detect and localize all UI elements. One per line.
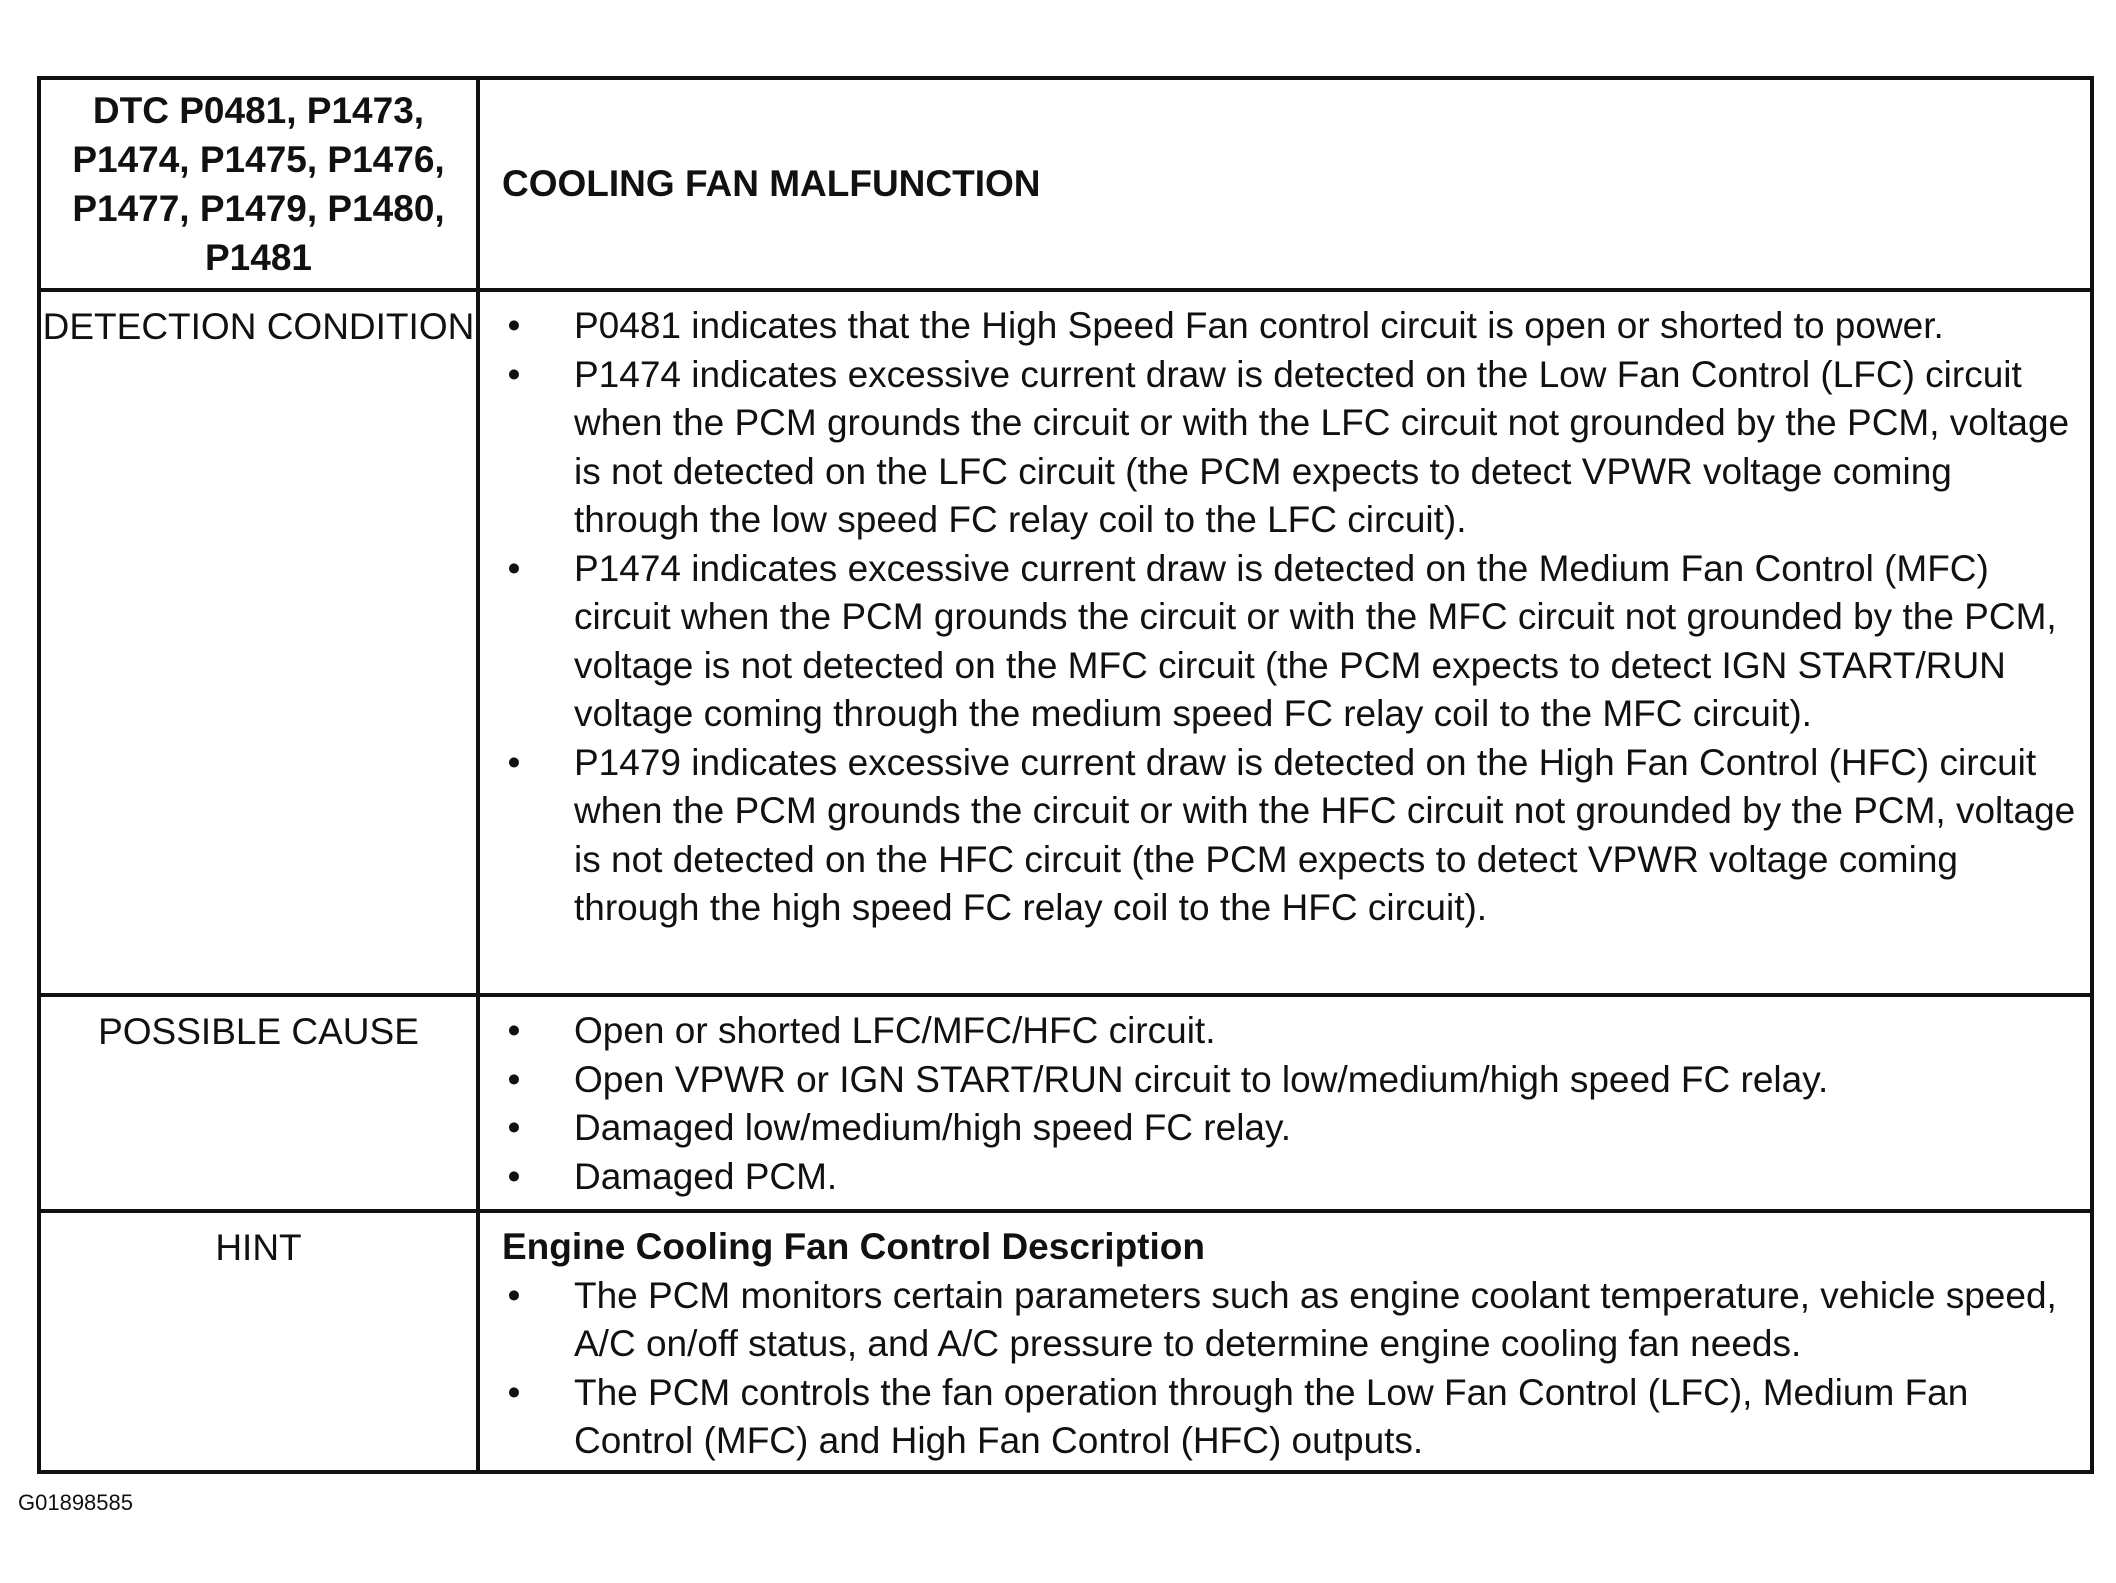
list-item [502,545,2076,739]
possible-cause-content-cell [480,997,2090,1213]
possible-cause-label-cell [41,997,480,1213]
bullet-icon: • [507,547,521,589]
dtc-table [37,76,2094,1474]
dtc-title-cell [480,80,2090,292]
list-item-text: Open VPWR or IGN START/RUN circuit to low/medium/high speed FC relay. [574,1058,1829,1100]
bullet-icon: • [507,1010,521,1051]
figure-code: G01898585 [18,1490,133,1515]
list-item-text: Damaged PCM. [574,1155,838,1197]
list-item [502,739,2076,933]
bullet-icon: • [507,741,521,783]
hint-label: HINT [215,1227,302,1268]
list-item-text: Open or shorted LFC/MFC/HFC circuit. [574,1010,1216,1051]
bullet-icon: • [507,353,521,395]
possible-cause-list [502,1007,2076,1201]
bullet-icon: • [507,1371,521,1413]
detection-label: DETECTION CONDITION [42,306,475,347]
list-item-text: P0481 indicates that the High Speed Fan control circuit is open or shorted to power. [574,305,1944,346]
possible-cause-label: POSSIBLE CAUSE [98,1011,419,1052]
detection-content-cell [480,292,2090,997]
list-item-text: The PCM controls the fan operation through the Low Fan Control (LFC), Medium Fan Control (MFC) and High Fan Control (HFC) outputs. [574,1371,1969,1461]
list-item-text: Damaged low/medium/high speed FC relay. [574,1107,1292,1148]
bullet-icon: • [507,305,521,346]
hint-list [502,1272,2076,1466]
list-item [502,1056,2076,1105]
list-item-text: P1479 indicates excessive current draw is detected on the High Fan Control (HFC) circuit when the PCM grounds the circuit or with the HFC circuit not grounded by the PCM, voltage is not detected on the HFC circuit (the PCM expects to detect VPWR voltage coming through the high speed FC relay coil to the HFC circuit). [574,741,2076,928]
hint-heading: Engine Cooling Fan Control Description [502,1226,1205,1267]
list-item [502,1272,2076,1369]
dtc-code-cell [41,80,480,292]
list-item [502,1153,2076,1202]
hint-label-cell [41,1213,480,1470]
list-item-text: P1474 indicates excessive current draw is detected on the Low Fan Control (LFC) circuit when the PCM grounds the circuit or with the LFC circuit not grounded by the PCM, voltage is not detected on the LFC circuit (the PCM expects to detect VPWR voltage coming through the low speed FC relay coil to the LFC circuit). [574,353,2070,540]
list-item [502,1007,2076,1056]
list-item-text: The PCM monitors certain parameters such as engine coolant temperature, vehicle speed, A/C on/off status, and A/C pressure to determine engine cooling fan needs. [574,1274,2057,1364]
detection-label-cell [41,292,480,997]
bullet-icon: • [507,1155,521,1197]
detection-list [502,302,2076,933]
list-item [502,1369,2076,1466]
bullet-icon: • [507,1274,521,1316]
bullet-icon: • [507,1058,521,1100]
list-item-text: P1474 indicates excessive current draw is detected on the Medium Fan Control (MFC) circuit when the PCM grounds the circuit or with the MFC circuit not grounded by the PCM, voltage is not detected on the MFC circuit (the PCM expects to detect IGN START/RUN voltage coming through the medium speed FC relay coil to the MFC circuit). [574,547,2057,734]
hint-content-cell [480,1213,2090,1470]
list-item [502,302,2076,351]
list-item [502,351,2076,545]
dtc-codes: DTC P0481, P1473, P1474, P1475, P1476, P1477, P1479, P1480, P1481 [72,90,445,278]
list-item [502,1104,2076,1153]
dtc-title: COOLING FAN MALFUNCTION [502,163,1041,204]
bullet-icon: • [507,1107,521,1148]
